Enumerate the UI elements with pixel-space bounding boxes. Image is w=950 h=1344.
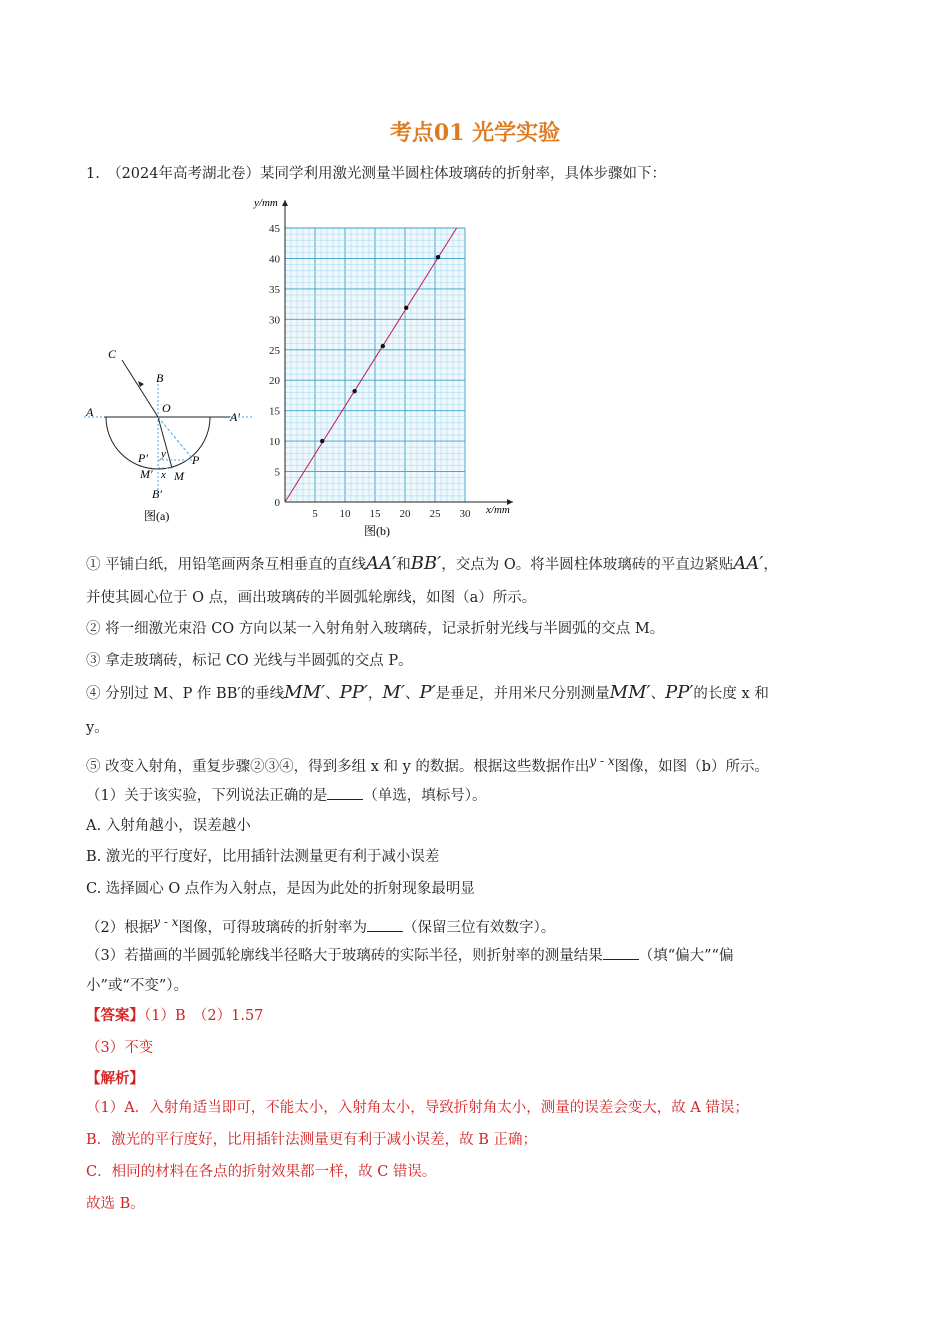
answer-blank-1	[327, 785, 363, 800]
label-x: x	[161, 469, 166, 481]
step-5: ⑤ 改变入射角，重复步骤②③④，得到多组 x 和 y 的数据。根据这些数据作出$^{y - x}$图像，如图（b）所示。	[86, 754, 769, 775]
math-aa-2: AA′	[733, 553, 764, 574]
analysis-line-3: C．相同的材料在各点的折射效果都一样，故 C 错误。	[86, 1164, 437, 1180]
y-axis-label: y/mm	[254, 197, 278, 209]
label-a: A	[86, 405, 94, 419]
x-tick-label: 5	[312, 508, 318, 520]
step-2: ② 将一细激光束沿 CO 方向以某一入射角射入玻璃砖，记录折射光线与半圆弧的交点 M。	[86, 621, 665, 637]
math-mm: MM′	[284, 682, 326, 703]
x-tick-label: 30	[459, 508, 471, 520]
step-1-cont: 并使其圆心位于 O 点，画出玻璃砖的半圆弧轮廓线，如图（a）所示。	[86, 590, 537, 606]
label-m: M	[174, 469, 184, 483]
analysis-line-1: （1）A．入射角适当即可，不能太小，入射角太小，导致折射角太小，测量的误差会变大，故 A 错误；	[86, 1100, 749, 1116]
label-y: y	[161, 448, 166, 460]
math-yx-2: y - x	[153, 915, 179, 929]
x-tick-label: 25	[429, 508, 441, 520]
x-axis-label: x/mm	[486, 504, 510, 516]
question-3-cont: 小”或“不变”）。	[86, 978, 188, 994]
data-point	[320, 439, 324, 443]
y-tick-label: 0	[274, 497, 280, 509]
step-4-cont: y。	[86, 720, 109, 736]
y-tick-label: 40	[269, 253, 280, 266]
label-p: P	[192, 453, 200, 467]
label-a-prime: A′	[230, 410, 240, 424]
y-tick-label: 15	[269, 405, 280, 418]
answer-line-2: （3）不变	[86, 1040, 154, 1056]
figure-b-caption: 图(b)	[364, 524, 390, 538]
label-o: O	[162, 401, 171, 415]
step-4: ④ 分别过 M、P 作 BB′的垂线MM′、PP′，M′、P′是垂足，并用米尺分别测量MM′、PP′的长度 x 和	[86, 682, 769, 703]
math-p: P′	[419, 682, 436, 703]
question-2: （2）根据$^{y - x}$图像，可得玻璃砖的折射率为 （保留三位有效数字）。	[86, 915, 556, 936]
x-tick-label: 10	[339, 508, 351, 520]
y-axis-arrow	[282, 200, 288, 206]
figure-a-caption: 图(a)	[144, 509, 170, 523]
data-point	[352, 389, 356, 393]
y-tick-label: 25	[269, 344, 280, 357]
answer-blank-3	[603, 945, 639, 960]
label-b-prime: B′	[152, 487, 162, 501]
y-tick-label: 30	[269, 314, 280, 327]
analysis-line-2: B．激光的平行度好，比用插针法测量更有利于减小误差，故 B 正确；	[86, 1132, 538, 1148]
data-point	[404, 306, 408, 310]
y-tick-label: 10	[269, 436, 280, 449]
page-title: 考点01 光学实验	[389, 120, 561, 146]
y-tick-label: 5	[274, 466, 280, 479]
label-c: C	[108, 347, 117, 361]
data-point	[436, 255, 440, 259]
label-m-prime: M′	[140, 467, 153, 481]
y-tick-label: 45	[269, 223, 280, 235]
figure-b-chart	[250, 190, 530, 540]
math-mm-2: MM′	[609, 682, 651, 703]
label-b: B	[156, 371, 164, 385]
question-3: （3）若描画的半圆弧轮廓线半径略大于玻璃砖的实际半径，则折射率的测量结果 （填“偏大”“偏	[86, 945, 733, 966]
data-point	[381, 344, 385, 348]
x-tick-label: 15	[369, 508, 381, 520]
label-p-prime: P′	[138, 451, 148, 465]
y-tick-label: 35	[269, 283, 280, 296]
math-aa: AA′	[366, 553, 397, 574]
figure-a	[84, 340, 254, 530]
analysis-line-4: 故选 B。	[86, 1196, 145, 1212]
x-tick-label: 20	[399, 508, 411, 520]
answer-tag: 【答案】	[86, 1007, 144, 1024]
option-c: C. 选择圆心 O 点作为入射点，是因为此处的折射现象最明显	[86, 881, 475, 897]
step-1: ① 平铺白纸，用铅笔画两条互相垂直的直线AA′和BB′，交点为 O。将半圆柱体玻璃砖的平直边紧贴AA′，	[86, 553, 778, 574]
math-pp-2: PP′	[665, 682, 694, 703]
question-header: 1. （2024年高考湖北卷）某同学利用激光测量半圆柱体玻璃砖的折射率，具体步骤如下：	[86, 166, 666, 182]
option-a: A. 入射角越小，误差越小	[86, 818, 251, 834]
question-1: （1）关于该实验，下列说法正确的是 （单选，填标号）。	[86, 785, 486, 806]
math-bb: BB′	[410, 553, 442, 574]
analysis-tag: 【解析】	[86, 1070, 144, 1087]
answer-blank-2	[367, 917, 403, 932]
answer-line	[86, 1006, 263, 1026]
step-3: ③ 拿走玻璃砖，标记 CO 光线与半圆弧的交点 P。	[86, 653, 413, 669]
answer-text: （1）B （2）1.57	[144, 1008, 264, 1024]
option-b: B. 激光的平行度好，比用插针法测量更有利于减小误差	[86, 849, 440, 865]
y-tick-label: 20	[269, 375, 280, 388]
math-pp: PP′	[339, 682, 368, 703]
math-m: M′	[382, 682, 405, 703]
math-yx: y - x	[589, 754, 615, 768]
